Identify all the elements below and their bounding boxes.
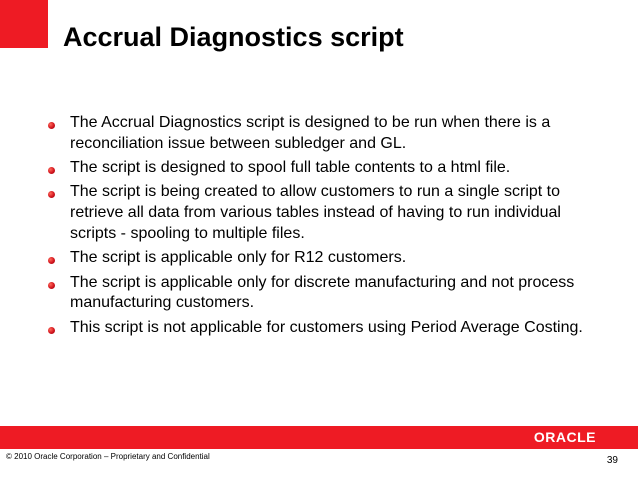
copyright-notice: © 2010 Oracle Corporation – Proprietary and Confidential xyxy=(6,452,210,461)
red-sphere-bullet-icon xyxy=(48,167,55,174)
red-sphere-bullet-icon xyxy=(48,257,55,264)
bullet-text: The script is designed to spool full table contents to a html file. xyxy=(70,159,511,177)
bullet-text: This script is not applicable for customers using Period Average Costing. xyxy=(70,318,583,336)
bullet-text: The Accrual Diagnostics script is designed to be run when there is a reconciliation issue between subledger and GL. xyxy=(70,114,551,152)
slide-title: Accrual Diagnostics script xyxy=(63,22,404,52)
red-sphere-bullet-icon xyxy=(48,327,55,334)
red-sphere-bullet-icon xyxy=(48,191,55,198)
bullet-item xyxy=(48,182,588,244)
footer-divider xyxy=(0,448,638,449)
bullet-text: The script is applicable only for R12 customers. xyxy=(70,249,407,267)
bullet-item xyxy=(48,158,588,179)
bullet-item xyxy=(48,318,588,339)
oracle-logo: ORACLE xyxy=(533,429,596,445)
page-number: 39 xyxy=(606,455,618,466)
bullet-text: The script is being created to allow customers to run a single script to retrieve all data from various tables instead of having to run individual scripts - spooling to multiple files. xyxy=(70,183,561,242)
title-accent-square xyxy=(0,0,48,48)
bullet-item xyxy=(48,273,588,315)
bullet-item xyxy=(48,113,588,155)
red-sphere-bullet-icon xyxy=(48,122,55,129)
bullet-item xyxy=(48,248,588,269)
bullet-text: The script is applicable only for discrete manufacturing and not process manufacturing customers. xyxy=(70,273,575,312)
red-sphere-bullet-icon xyxy=(48,282,55,289)
bullet-list xyxy=(48,113,588,342)
